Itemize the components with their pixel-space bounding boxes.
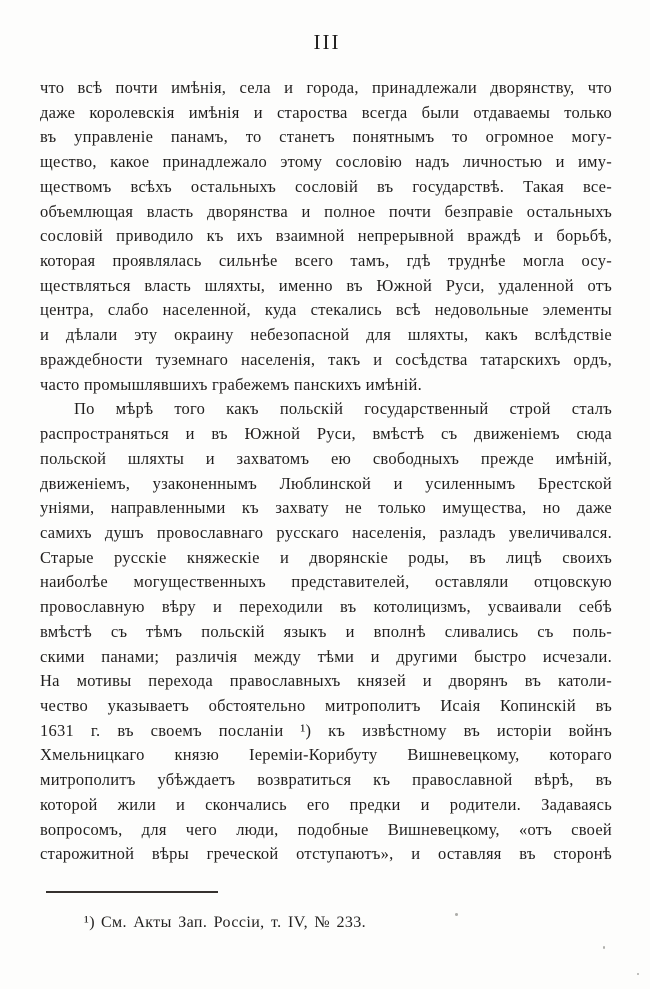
text-line: старожитной вѣры греческой отступаютъ», и оставляя въ сторонѣ [40, 844, 612, 864]
paper-speck [455, 913, 458, 916]
text-line: ществляться власть шляхты, именно въ Южной Руси, удаленной отъ [40, 275, 612, 295]
text-line: часто промышлявшихъ грабежемъ панскихъ имѣній. [40, 374, 422, 394]
paper-speck [637, 973, 639, 975]
text-line: щество, какое принадлежало этому сословію надъ личностью и иму- [40, 152, 612, 172]
text-line: 1631 г. въ своемъ посланіи ¹) къ извѣстному въ исторіи войнъ [40, 720, 612, 740]
text-line: На мотивы перехода православныхъ князей и дворянъ въ католи- [40, 671, 612, 691]
paper-speck [603, 946, 605, 949]
text-line: скими панами; различія между тѣми и другими быстро исчезали. [40, 646, 612, 666]
text-line: чество указываетъ обстоятельно митрополитъ Исаія Копинскій въ [40, 695, 612, 715]
text-line: провославную вѣру и переходили въ котолицизмъ, усваивали себѣ [40, 597, 612, 617]
text-line: распространяться и въ Южной Руси, вмѣстѣ съ движеніемъ сюда [40, 424, 612, 444]
text-line: вопросомъ, для чего люди, подобные Вишневецкому, «отъ своей [40, 819, 612, 839]
text-line: По мѣрѣ того какъ польскій государственный строй сталъ [74, 399, 612, 419]
text-line: сословій приводило къ ихъ взаимной непрерывной враждѣ и борьбѣ, [40, 226, 612, 246]
text-line: объемлющая власть дворянства и полное почти безправіе остальныхъ [40, 201, 612, 221]
text-line: наиболѣе могущественныхъ представителей, оставляли отцовскую [40, 572, 612, 592]
text-line: вмѣстѣ съ тѣмъ польскій языкъ и вполнѣ сливались съ поль- [40, 621, 612, 641]
text-line: и дѣлали эту окраину небезопасной для шляхты, какъ вслѣдствіе [40, 325, 612, 345]
text-line: что всѣ почти имѣнія, села и города, принадлежали дворянству, что [40, 78, 612, 97]
footnote-rule [46, 891, 218, 893]
text-line: которой жили и скончались его предки и родители. Задаваясь [40, 794, 612, 814]
text-line: уніями, направленными къ захвату не только имущества, но даже [40, 498, 612, 518]
text-line: центра, слабо населенной, куда стекались всѣ недовольные элементы [40, 300, 612, 320]
footnote-marker: ¹) [84, 914, 95, 931]
text-line: въ управленіе панамъ, то станетъ понятнымъ то огромное могу- [40, 127, 612, 147]
text-line: ществомъ всѣхъ остальныхъ сословій въ государствѣ. Такая все- [40, 176, 612, 196]
footnote-text: См. Акты Зап. Россіи, т. IV, № 233. [100, 914, 367, 931]
text-line: враждебности туземнаго населенія, такъ и сосѣдства татарскихъ ордъ, [40, 349, 612, 369]
footnote [84, 914, 366, 932]
text-line: митрополитъ убѣждаетъ возвратиться къ православной вѣрѣ, въ [40, 770, 612, 790]
page-number: III [313, 30, 341, 54]
text-line: которая проявлялась сильнѣе всего тамъ, гдѣ труднѣе могла осу- [40, 251, 612, 271]
body-text [40, 76, 612, 867]
text-line: самихъ душъ провославнаго русскаго населенія, разладъ увеличивался. [40, 522, 612, 542]
text-line: даже королевскія имѣнія и староства всегда были отдаваемы только [40, 102, 612, 122]
text-line: польской шляхты и захватомъ ею свободныхъ прежде имѣній, [40, 448, 612, 468]
text-line: движеніемъ, узаконеннымъ Люблинской и усиленнымъ Брестской [40, 473, 612, 493]
text-line: Старые русскіе княжескіе и дворянскіе роды, въ лицѣ своихъ [40, 547, 612, 567]
text-line: Хмельницкаго князю Іереміи-Корибуту Вишневецкому, котораго [40, 745, 612, 765]
